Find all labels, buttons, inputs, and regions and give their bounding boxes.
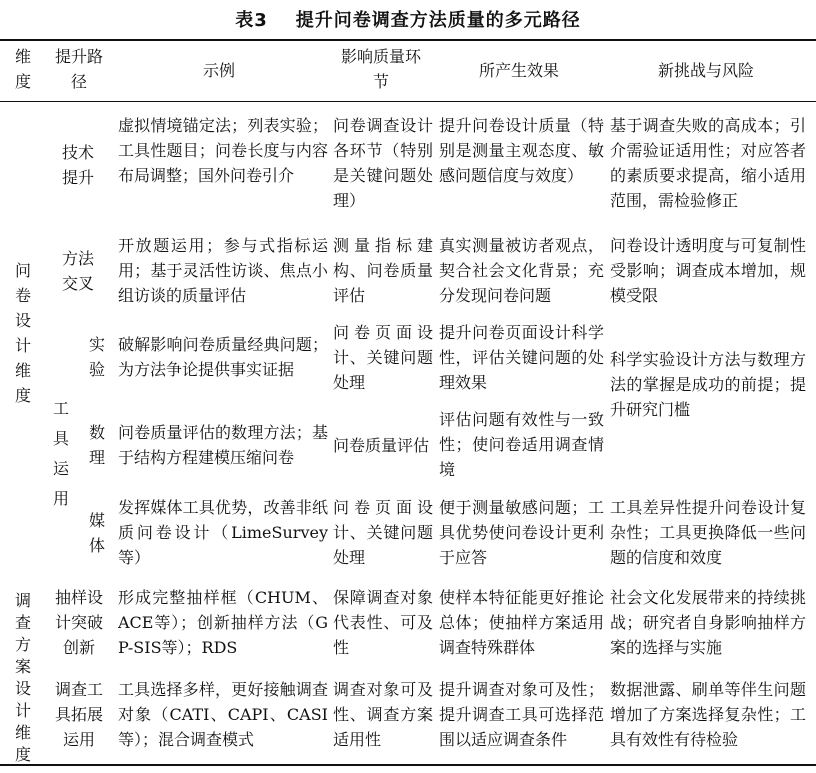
link-survey-tool: 调查对象可及性、调查方案适用性: [333, 680, 433, 749]
link-mixed: 测量指标建构、问卷质量评估: [333, 236, 433, 305]
path-sampling: 抽样设计突破创新: [54, 588, 103, 657]
link-experiment: 问卷页面设计、关键问题处理: [333, 323, 433, 392]
table-caption: [0, 6, 816, 36]
header-link: 影响质量环节: [340, 47, 421, 91]
path-math: 数理: [88, 423, 105, 467]
effect-mixed: 真实测量被访者观点，契合社会文化背景；充分发现问卷问题: [439, 236, 604, 305]
effect-technique: 提升问卷设计质量（特别是测量主观态度、敏感问题信度与效度）: [439, 116, 604, 185]
table-number: 表3: [235, 10, 268, 31]
path-technique: 技术提升: [61, 143, 94, 187]
risk-survey-tool: 数据泄露、刷单等伴生问题增加了方案选择复杂性；工具有效性有待检验: [610, 680, 806, 749]
risk-sampling: 社会文化发展带来的持续挑战；研究者自身影响抽样方案的选择与实施: [610, 588, 806, 657]
bottom-rule: [0, 764, 816, 766]
effect-media: 便于测量敏感问题；工具优势使问卷设计更利于应答: [439, 498, 604, 567]
path-media: 媒体: [88, 511, 105, 555]
example-media: 发挥媒体工具优势，改善非纸质问卷设计（LimeSurvey等）: [118, 498, 328, 567]
path-experiment: 实验: [88, 335, 105, 379]
example-technique: 虚拟情境锚定法；列表实验；工具性题目；问卷长度与内容布局调整；国外问卷引介: [118, 116, 328, 185]
group-tool-use: 工具运用: [52, 399, 69, 508]
effect-experiment: 提升问卷页面设计科学性，评估关键问题的处理效果: [439, 323, 604, 392]
risk-technique: 基于调查失败的高成本；引介需验证适用性；对应答者的素质要求提高，缩小适用范围，需检验修正: [610, 116, 806, 210]
dimension-questionnaire: 问卷设计维度: [14, 261, 31, 405]
header-effect: 所产生效果: [478, 61, 559, 80]
risk-experiment-math: 科学实验设计方法与数理方法的掌握是成功的前提；提升研究门槛: [610, 350, 806, 419]
header-dimension: 维度: [14, 47, 31, 91]
link-technique: 问卷调查设计各环节（特别是关键问题处理）: [333, 116, 433, 210]
link-sampling: 保障调查对象代表性、可及性: [333, 588, 433, 657]
header-rule: [0, 101, 816, 102]
top-rule: [0, 39, 816, 41]
effect-survey-tool: 提升调查对象可及性；提升调查工具可选择范围以适应调查条件: [439, 680, 604, 749]
example-experiment: 破解影响问卷质量经典问题；为方法争论提供事实证据: [118, 335, 328, 379]
effect-math: 评估问题有效性与一致性；使问卷适用调查情境: [439, 410, 604, 479]
dimension-survey-plan: 调查方案设计维度: [14, 591, 31, 764]
risk-media: 工具差异性提升问卷设计复杂性；工具更换降低一些问题的信度和效度: [610, 498, 806, 567]
link-media: 问卷页面设计、关键问题处理: [333, 498, 433, 567]
table-title: 提升问卷调查方法质量的多元路径: [295, 10, 581, 31]
example-survey-tool: 工具选择多样，更好接触调查对象（CATI、CAPI、CASI等）；混合调查模式: [118, 680, 328, 749]
example-math: 问卷质量评估的数理方法；基于结构方程建模压缩问卷: [118, 423, 328, 467]
risk-mixed: 问卷设计透明度与可复制性受影响；调查成本增加，规模受限: [610, 236, 806, 305]
path-mixed: 方法交叉: [61, 249, 94, 293]
header-example: 示例: [202, 61, 235, 80]
effect-sampling: 使样本特征能更好推论总体；使抽样方案适用调查特殊群体: [439, 588, 604, 657]
path-survey-tool: 调查工具拓展运用: [54, 680, 103, 749]
link-math: 问卷质量评估: [333, 436, 430, 455]
example-mixed: 开放题运用；参与式指标运用；基于灵活性访谈、焦点小组访谈的质量评估: [118, 236, 328, 305]
header-path: 提升路径: [54, 47, 103, 91]
header-risk: 新挑战与风险: [657, 61, 754, 80]
example-sampling: 形成完整抽样框（CHUM、ACE等）；创新抽样方法（GP-SIS等）；RDS: [118, 588, 328, 657]
